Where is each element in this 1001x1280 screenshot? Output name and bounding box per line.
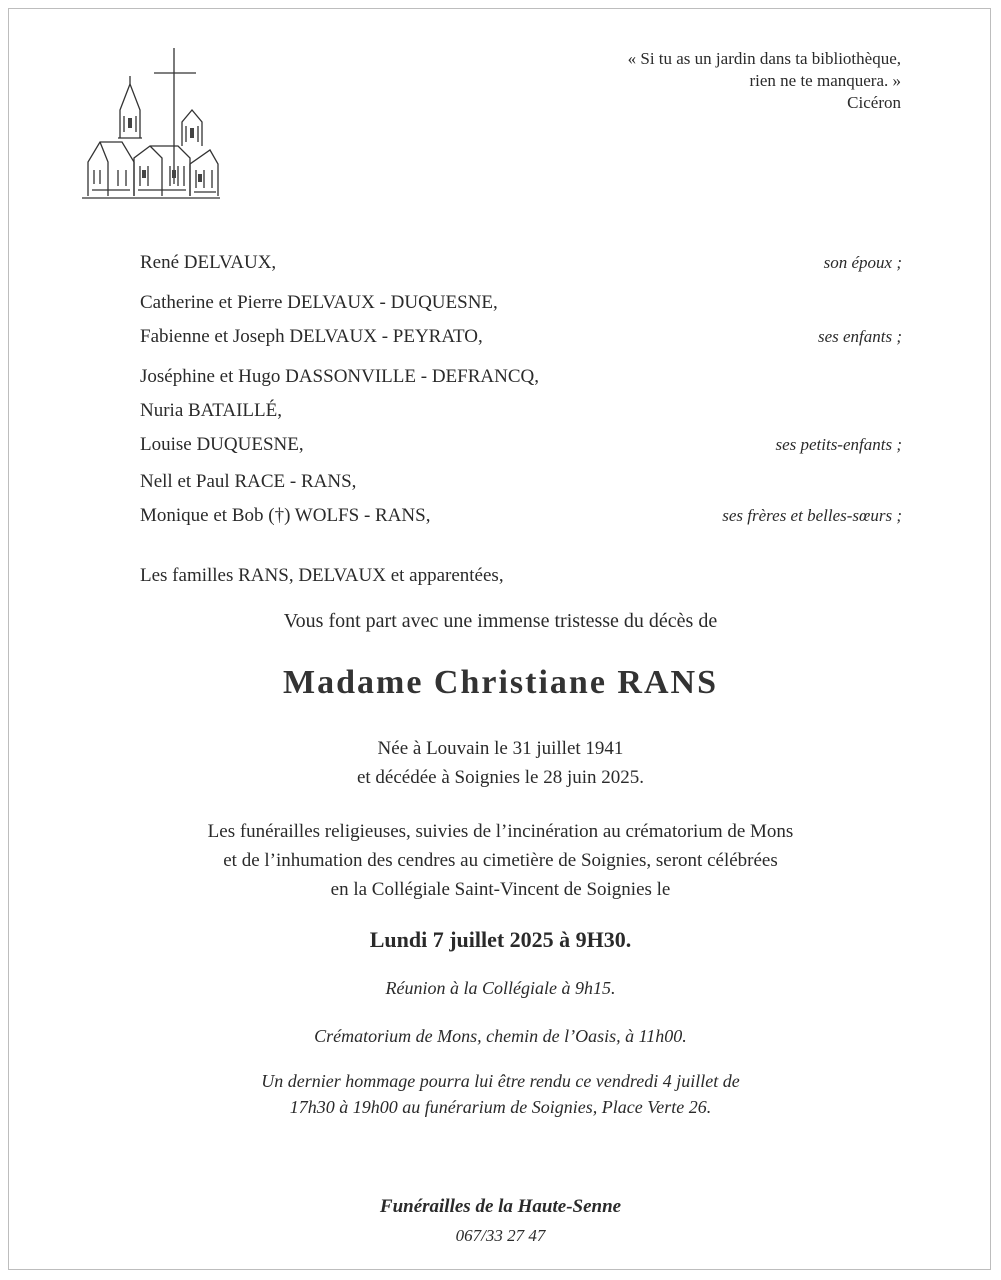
life-dates (0, 734, 1001, 792)
hommage-text (0, 1068, 1001, 1120)
family-group-spouse (140, 246, 902, 280)
hommage-line: Un dernier hommage pourra lui être rendu ce vendredi 4 juillet de (261, 1071, 740, 1091)
quote-block (628, 48, 901, 114)
family-role: ses enfants ; (817, 327, 902, 346)
ceremony-line: Les funérailles religieuses, suivies de l’incinération au crématorium de Mons (207, 821, 794, 842)
family-role: ses petits-enfants ; (775, 435, 902, 454)
ceremony-line: en la Collégiale Saint-Vincent de Soignies le (330, 879, 671, 900)
family-member-name: Louise DUQUESNE, (140, 434, 304, 455)
family-role: ses frères et belles-sœurs ; (722, 506, 902, 525)
ceremony-line: et de l’inhumation des cendres au cimetière de Soignies, seront célébrées (223, 850, 778, 871)
quote-author: Cicéron (847, 93, 901, 112)
family-member-name: Joséphine et Hugo DASSONVILLE - DEFRANCQ, (140, 366, 539, 387)
birth-line: Née à Louvain le 31 juillet 1941 (377, 738, 624, 759)
quote-line: « Si tu as un jardin dans ta bibliothèque, (627, 49, 901, 68)
family-role: son époux ; (823, 253, 902, 272)
announcement-text: Vous font part avec une immense tristesse du décès de (283, 610, 718, 632)
family-group-children (140, 286, 902, 354)
family-member-name: Monique et Bob (†) WOLFS - RANS, (140, 505, 431, 526)
hommage-line: 17h30 à 19h00 au funérarium de Soignies, Place Verte 26. (289, 1097, 712, 1117)
family-member-name: Nell et Paul RACE - RANS, (140, 471, 357, 492)
family-member-name: Catherine et Pierre DELVAUX - DUQUESNE, (140, 292, 498, 313)
funeral-home-phone: 067/33 27 47 (455, 1226, 546, 1245)
family-group-siblings (140, 465, 902, 533)
death-line: et décédée à Soignies le 28 juin 2025. (356, 767, 645, 788)
family-member-name: René DELVAUX, (140, 252, 277, 273)
family-member-name: Fabienne et Joseph DELVAUX - PEYRATO, (140, 326, 483, 347)
families-line: Les familles RANS, DELVAUX et apparentées, (140, 565, 504, 586)
ceremony-text (0, 817, 1001, 904)
funeral-home-name: Funérailles de la Haute-Senne (379, 1196, 622, 1217)
reunion-text: Réunion à la Collégiale à 9h15. (385, 978, 616, 998)
quote-line: rien ne te manquera. » (749, 71, 901, 90)
deceased-name: Madame Christiane RANS (283, 664, 718, 701)
family-member-name: Nuria BATAILLÉ, (140, 400, 282, 421)
funeral-datetime: Lundi 7 juillet 2025 à 9H30. (369, 927, 632, 952)
crematorium-text: Crématorium de Mons, chemin de l’Oasis, à 11h00. (314, 1026, 687, 1046)
church-icon (78, 46, 224, 204)
family-group-grandchildren (140, 360, 902, 462)
